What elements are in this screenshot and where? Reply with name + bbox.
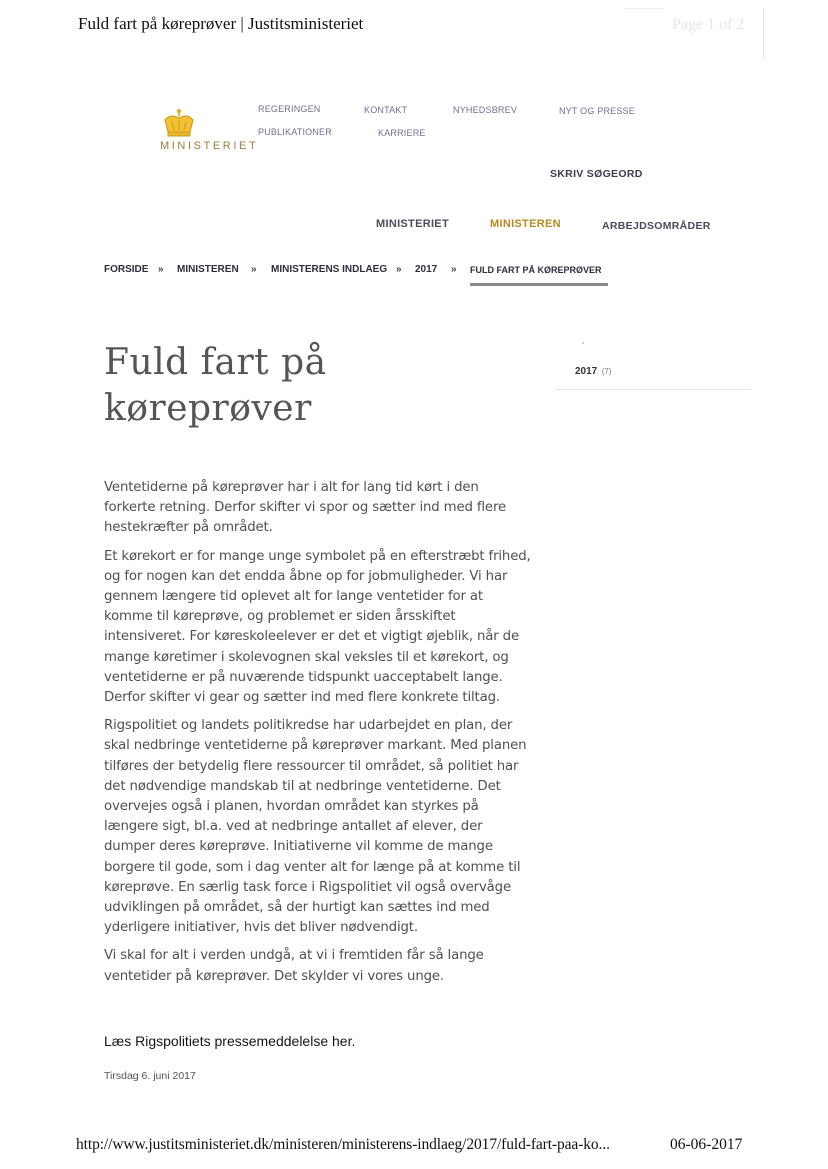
breadcrumb-item-ministeren[interactable]: MINISTEREN bbox=[177, 264, 239, 275]
breadcrumb-item-current: FULD FART PÅ KØREPRØVER bbox=[470, 265, 602, 275]
article-paragraph: Ventetiderne på køreprøver har i alt for lang tid kørt i den forkerte retning. Derfor skifter vi spor og sætter ind med flere hestekræfter på området. bbox=[104, 480, 507, 536]
print-footer-url: http://www.justitsministeriet.dk/ministeren/ministerens-indlaeg/2017/fuld-fart-paa-ko... bbox=[76, 1136, 610, 1153]
print-page-count: Page 1 of 2 bbox=[672, 16, 745, 33]
top-link-nyhedsbrev[interactable]: NYHEDSBREV bbox=[453, 105, 518, 115]
main-nav-arbejdsomraader[interactable]: ARBEJDSOMRÅDER bbox=[602, 220, 711, 232]
breadcrumb-separator: » bbox=[451, 264, 457, 275]
breadcrumb-item-2017[interactable]: 2017 bbox=[415, 264, 438, 275]
top-link-karriere[interactable]: KARRIERE bbox=[378, 128, 426, 138]
archive-count: (7) bbox=[601, 367, 612, 376]
main-nav-ministeren[interactable]: MINISTEREN bbox=[490, 218, 561, 230]
scan-speck bbox=[582, 342, 584, 344]
breadcrumb-item-forside[interactable]: FORSIDE bbox=[104, 264, 149, 275]
article-paragraph: Vi skal for alt i verden undgå, at vi i fremtiden får så lange ventetider på køreprøver. Det skylder vi vores unge. bbox=[104, 948, 484, 984]
archive-year: 2017 bbox=[575, 366, 598, 377]
page-frame-line bbox=[624, 8, 664, 9]
breadcrumb-separator: » bbox=[251, 264, 257, 275]
archive-year-link[interactable] bbox=[575, 361, 611, 379]
article-body bbox=[104, 478, 534, 995]
article-paragraph: Et kørekort er for mange unge symbolet på en efterstræbt frihed, og for nogen kan det endda åbne op for jobmuligheder. Vi har gennem længere tid oplevet alt for lange ventetider for at komme til køreprøve, og problemet er siden årsskiftet intensiveret. For køreskoleelever er det et vigtigt øjeblik, når de mange køretimer i skolevognen skal veksles til et kørekort, og ventetiderne er på nuværende tidspunkt uacceptabelt lange. Derfor skifter vi gear og sætter ind med flere konkrete tiltag. bbox=[104, 548, 531, 706]
top-link-kontakt[interactable]: KONTAKT bbox=[364, 105, 408, 115]
archive-divider bbox=[556, 389, 751, 390]
breadcrumb-separator: » bbox=[396, 264, 402, 275]
breadcrumb-current-underline bbox=[470, 283, 608, 286]
logo-text: MINISTERIET bbox=[160, 140, 259, 152]
main-nav-ministeriet[interactable]: MINISTERIET bbox=[376, 218, 449, 230]
top-link-nyt-og-presse[interactable]: NYT OG PRESSE bbox=[559, 106, 635, 116]
article-headline: Fuld fart på køreprøver bbox=[104, 342, 327, 429]
print-footer-date: 06-06-2017 bbox=[670, 1136, 743, 1153]
top-link-publikationer[interactable]: PUBLIKATIONER bbox=[258, 127, 332, 137]
article-paragraph: Rigspolitiet og landets politikredse har udarbejdet en plan, der skal nedbringe ventetiderne på køreprøver markant. Med planen tilføres der betydelig flere ressourcer til området, så politiet har det nødvendige mandskab til at nedbringe ventetiderne. Det overvejes også i planen, hvordan området kan styrkes på længere sigt, bl.a. ved at nedbringe antallet af elever, der dumper deres køreprøve. Initiativerne vil komme de mange borgere til gode, som i dag venter alt for længe på at komme til køreprøve. En særlig task force i Rigspolitiet vil også overvåge udviklingen på området, så der hurtigt kan sættes ind med yderligere initiativer, hvis det bliver nødvendigt. bbox=[104, 718, 527, 936]
ministry-logo[interactable] bbox=[160, 108, 260, 152]
press-release-link[interactable]: Læs Rigspolitiets pressemeddelelse her. bbox=[104, 1033, 356, 1049]
top-link-regeringen[interactable]: REGERINGEN bbox=[258, 104, 321, 114]
search-input-label[interactable]: SKRIV SØGEORD bbox=[550, 168, 643, 180]
breadcrumb-item-ministerens-indlaeg[interactable]: MINISTERENS INDLAEG bbox=[271, 264, 388, 275]
crown-icon bbox=[162, 108, 196, 138]
article-date: Tirsdag 6. juni 2017 bbox=[104, 1070, 196, 1082]
breadcrumb-separator: » bbox=[158, 264, 164, 275]
breadcrumb bbox=[104, 264, 624, 280]
page-frame-line bbox=[763, 8, 764, 60]
print-page-title: Fuld fart på køreprøver | Justitsministeriet bbox=[78, 14, 364, 33]
